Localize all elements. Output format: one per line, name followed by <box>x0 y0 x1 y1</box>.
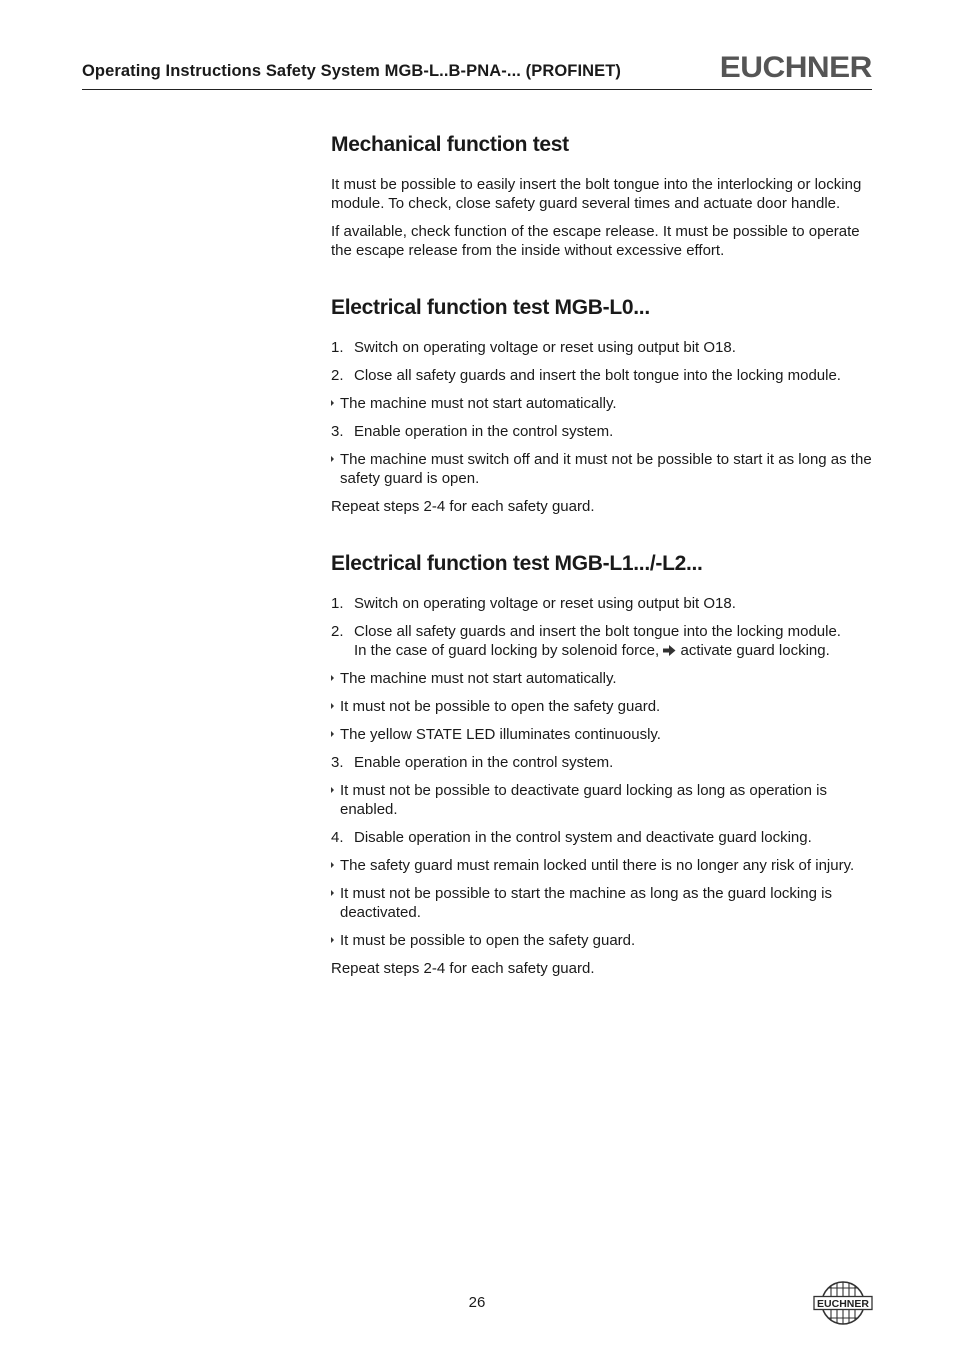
section-mechanical-test <box>331 130 876 260</box>
result-triangle-icon <box>331 862 334 868</box>
step-number: 2. <box>331 623 344 640</box>
step-text: Switch on operating voltage or reset using output bit O18. <box>354 339 736 356</box>
step-text: Close all safety guards and insert the bolt tongue into the locking module. <box>354 623 841 640</box>
step-number: 1. <box>331 339 344 356</box>
arrow-right-icon <box>663 645 676 656</box>
page-header <box>82 52 872 90</box>
result-text: The machine must not start automatically. <box>340 670 617 687</box>
result-triangle-icon <box>331 675 334 681</box>
result-triangle-icon <box>331 787 334 793</box>
step-number: 3. <box>331 423 344 440</box>
document-title: Operating Instructions Safety System MGB-L..B-PNA-... (PROFINET) <box>82 62 622 80</box>
seal-text: EUCHNER <box>817 1298 869 1310</box>
result-text: The yellow STATE LED illuminates continuously. <box>340 726 661 743</box>
result-text: It must not be possible to open the safety guard. <box>340 698 661 715</box>
result-item <box>331 450 876 488</box>
section-heading: Electrical function test MGB-L1.../-L2... <box>331 552 703 575</box>
result-item <box>331 931 876 950</box>
step-number: 3. <box>331 754 344 771</box>
result-item <box>331 725 876 744</box>
page-number: 26 <box>468 1294 486 1311</box>
result-triangle-icon <box>331 703 334 709</box>
result-item <box>331 394 876 413</box>
result-text: The machine must not start automatically. <box>340 395 617 412</box>
step-number: 2. <box>331 367 344 384</box>
result-item <box>331 856 876 875</box>
section-electrical-test-l0 <box>331 293 876 516</box>
step-item <box>331 422 876 441</box>
step-text: Enable operation in the control system. <box>354 423 614 440</box>
result-triangle-icon <box>331 890 334 896</box>
repeat-note: Repeat steps 2-4 for each safety guard. <box>331 498 595 515</box>
step-text: Switch on operating voltage or reset using output bit O18. <box>354 595 736 612</box>
step-item <box>331 622 876 660</box>
step-text: Close all safety guards and insert the bolt tongue into the locking module. <box>354 367 841 384</box>
step-item <box>331 338 876 357</box>
euchner-logo: EUCHNER <box>719 51 872 84</box>
result-text: It must not be possible to start the machine as long as the guard locking is deactivated. <box>340 885 832 921</box>
result-item <box>331 884 876 922</box>
step-number: 4. <box>331 829 344 846</box>
result-item <box>331 669 876 688</box>
euchner-seal-logo-icon <box>813 1279 873 1327</box>
section-electrical-test-l1-l2 <box>331 549 876 978</box>
result-triangle-icon <box>331 456 334 462</box>
step-text: Disable operation in the control system and deactivate guard locking. <box>354 829 812 846</box>
repeat-note: Repeat steps 2-4 for each safety guard. <box>331 960 595 977</box>
step-text: Enable operation in the control system. <box>354 754 614 771</box>
step-text-continued: In the case of guard locking by solenoid force, <box>354 642 660 659</box>
result-triangle-icon <box>331 400 334 406</box>
result-triangle-icon <box>331 731 334 737</box>
step-text-action: activate guard locking. <box>680 642 830 659</box>
step-item <box>331 594 876 613</box>
step-item <box>331 753 876 772</box>
result-item <box>331 781 876 819</box>
paragraph: If available, check function of the escape release. It must be possible to operate the escape release from the inside without excessive effort. <box>331 223 860 259</box>
result-text: It must not be possible to deactivate guard locking as long as operation is enabled. <box>340 782 827 818</box>
step-item <box>331 828 876 847</box>
step-number: 1. <box>331 595 344 612</box>
section-heading: Electrical function test MGB-L0... <box>331 296 650 319</box>
main-content <box>331 130 876 987</box>
step-item <box>331 366 876 385</box>
result-text: The machine must switch off and it must not be possible to start it as long as the safety guard is open. <box>340 451 872 487</box>
result-text: It must be possible to open the safety guard. <box>340 932 636 949</box>
result-triangle-icon <box>331 937 334 943</box>
result-text: The safety guard must remain locked until there is no longer any risk of injury. <box>340 857 855 874</box>
paragraph: It must be possible to easily insert the bolt tongue into the interlocking or locking module. To check, close safety guard several times and actuate door handle. <box>331 176 862 212</box>
section-heading: Mechanical function test <box>331 133 569 156</box>
result-item <box>331 697 876 716</box>
